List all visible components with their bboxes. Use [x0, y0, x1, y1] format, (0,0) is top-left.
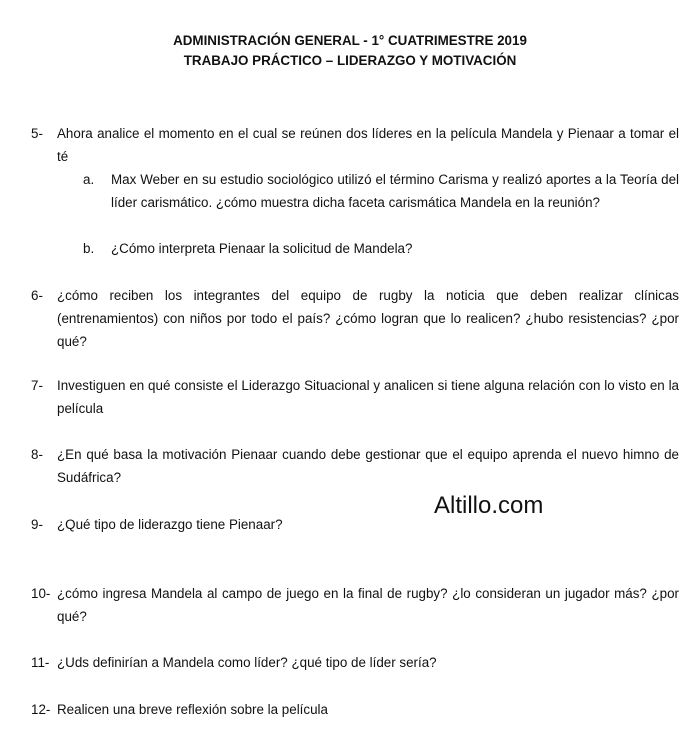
question-text: ¿En qué basa la motivación Pienaar cuando debe gestionar que el equipo aprenda el nuevo himno de Sudáfrica?: [57, 447, 679, 485]
question-number: 6-: [31, 288, 43, 303]
question-text: Ahora analice el momento en el cual se reúnen dos líderes en la película Mandela y Pienaar a tomar el té: [57, 126, 679, 164]
question-9: [31, 513, 679, 536]
assignment-title: TRABAJO PRÁCTICO – LIDERAZGO Y MOTIVACIÓN: [183, 53, 517, 68]
question-5: [31, 122, 679, 168]
course-title: ADMINISTRACIÓN GENERAL - 1° CUATRIMESTRE 2019: [173, 33, 527, 48]
question-text: ¿Qué tipo de liderazgo tiene Pienaar?: [57, 517, 283, 532]
question-7: [31, 374, 679, 420]
question-5-subitem-b: [83, 237, 679, 260]
question-11: [31, 651, 679, 674]
subitem-text: ¿Cómo interpreta Pienaar la solicitud de Mandela?: [111, 241, 413, 256]
question-number: 11-: [31, 655, 50, 670]
question-number: 5-: [31, 126, 43, 141]
question-5-subitem-a: [83, 168, 679, 214]
question-text: ¿cómo reciben los integrantes del equipo de rugby la noticia que deben realizar clínicas (entrenamientos) con niños por todo el país? ¿cómo logran que lo realicen? ¿hubo resistencias? ¿por qué?: [57, 288, 679, 349]
subitem-letter: b.: [83, 241, 95, 256]
question-text: Realicen una breve reflexión sobre la película: [57, 702, 328, 717]
question-text: ¿Uds definirían a Mandela como líder? ¿qué tipo de líder sería?: [57, 655, 437, 670]
question-10: [31, 582, 679, 628]
question-number: 12-: [31, 702, 51, 717]
question-text: Investiguen en qué consiste el Liderazgo Situacional y analicen si tiene alguna relación con lo visto en la película: [57, 378, 679, 416]
question-number: 7-: [31, 378, 43, 393]
question-number: 10-: [31, 586, 51, 601]
question-8: [31, 443, 679, 489]
question-text: ¿cómo ingresa Mandela al campo de juego en la final de rugby? ¿lo consideran un jugador más? ¿por qué?: [57, 586, 679, 624]
subitem-text: Max Weber en su estudio sociológico utilizó el término Carisma y realizó aportes a la Teoría del líder carismático. ¿cómo muestra dicha faceta carismática Mandela en la reunión?: [111, 172, 679, 210]
watermark: Altillo.com: [434, 492, 544, 519]
question-6: [31, 284, 679, 353]
document-header: [0, 31, 700, 71]
question-12: [31, 698, 679, 721]
subitem-letter: a.: [83, 172, 95, 187]
question-number: 9-: [31, 517, 43, 532]
question-number: 8-: [31, 447, 43, 462]
